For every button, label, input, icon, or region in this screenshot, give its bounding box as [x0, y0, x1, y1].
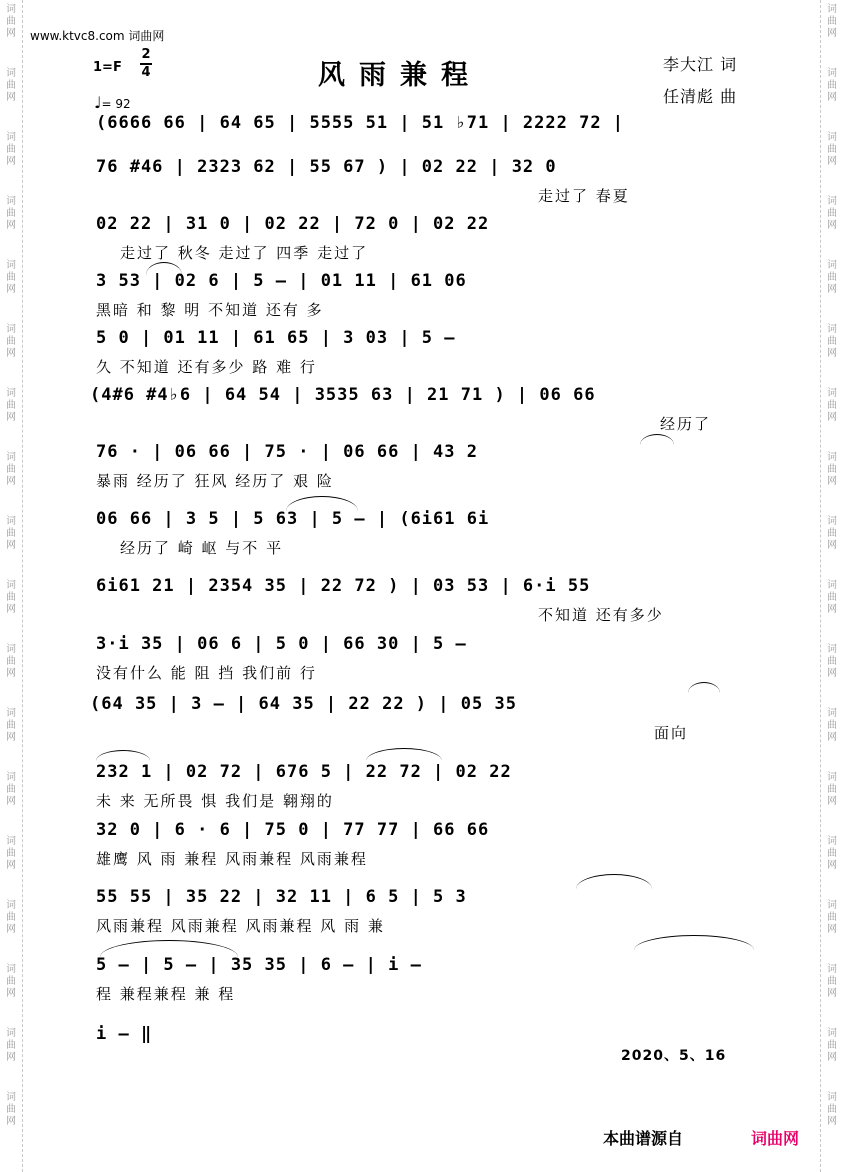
notation-line: i – ‖	[96, 1024, 153, 1044]
watermark-text: 词 曲 网	[6, 516, 16, 551]
notation-line: 3 53 | 02 6 | 5 – | 01 11 | 61 06	[96, 271, 467, 291]
watermark-text: 词 曲 网	[6, 452, 16, 487]
watermark-text: 词 曲 网	[6, 708, 16, 743]
lyric-line: 暴雨 经历了 狂风 经历了 艰 险	[96, 472, 334, 490]
watermark-text: 词 曲 网	[827, 772, 837, 807]
time-signature-top: 2	[141, 47, 151, 62]
watermark-text: 词 曲 网	[827, 132, 837, 167]
tempo-value: = 92	[101, 97, 131, 111]
watermark-text: 词 曲 网	[6, 4, 16, 39]
watermark-text: 词 曲 网	[6, 388, 16, 423]
watermark-text: 词 曲 网	[827, 68, 837, 103]
source-brand-link[interactable]: 词曲网	[751, 1129, 800, 1148]
time-signature-bottom: 4	[141, 65, 151, 80]
watermark-text: 词 曲 网	[6, 644, 16, 679]
watermark-text: 词 曲 网	[6, 1092, 16, 1127]
watermark-text: 词 曲 网	[827, 644, 837, 679]
notation-line: 06 66 | 3 5 | 5 63 | 5 – | (6i61 6i	[96, 509, 490, 529]
notation-line: 76 · | 06 66 | 75 · | 06 66 | 43 2	[96, 442, 478, 462]
watermark-text: 词 曲 网	[6, 772, 16, 807]
watermark-text: 词 曲 网	[827, 580, 837, 615]
watermark-text: 词 曲 网	[827, 324, 837, 359]
watermark-text: 词 曲 网	[6, 196, 16, 231]
watermark-text: 词 曲 网	[6, 260, 16, 295]
notation-line: 5 – | 5 – | 35 35 | 6 – | i –	[96, 955, 422, 975]
score-row	[0, 385, 843, 445]
watermark-text: 词 曲 网	[6, 324, 16, 359]
score-row	[0, 694, 843, 754]
score-row	[0, 509, 843, 569]
watermark-text: 词 曲 网	[827, 1028, 837, 1063]
score-row	[0, 271, 843, 331]
notation-line: 55 55 | 35 22 | 32 11 | 6 5 | 5 3	[96, 887, 467, 907]
watermark-text: 词 曲 网	[6, 68, 16, 103]
watermark-text: 词 曲 网	[827, 964, 837, 999]
score-row	[0, 955, 843, 1015]
time-signature	[140, 48, 152, 80]
lyricist-credit: 李大江 词	[663, 55, 738, 74]
lyric-line: 经历了 崎 岖 与不 平	[120, 539, 284, 557]
lyric-line: 走过了 秋冬 走过了 四季 走过了	[120, 244, 369, 262]
score-row	[0, 576, 843, 636]
lyric-line: 风雨兼程 风雨兼程 风雨兼程 风 雨 兼	[96, 917, 385, 935]
score-row	[0, 442, 843, 502]
tempo-marking	[94, 93, 131, 112]
score-row	[0, 634, 843, 694]
lyric-line: 经历了	[660, 415, 712, 433]
watermark-text: 词 曲 网	[6, 900, 16, 935]
notation-line: 32 0 | 6 · 6 | 75 0 | 77 77 | 66 66	[96, 820, 490, 840]
notation-line: (64 35 | 3 – | 64 35 | 22 22 ) | 05 35	[90, 694, 517, 714]
score-row	[0, 762, 843, 822]
song-title: 风雨兼程	[318, 60, 482, 91]
watermark-text: 词 曲 网	[827, 4, 837, 39]
notation-line: 3·i 35 | 06 6 | 5 0 | 66 30 | 5 –	[96, 634, 467, 654]
watermark-text: 词 曲 网	[6, 580, 16, 615]
notation-line: 5 0 | 01 11 | 61 65 | 3 03 | 5 –	[96, 328, 456, 348]
quarter-note-icon: ♩	[94, 93, 102, 112]
watermark-text: 词 曲 网	[6, 1028, 16, 1063]
watermark-text: 词 曲 网	[827, 708, 837, 743]
watermark-text: 词 曲 网	[827, 388, 837, 423]
lyric-line: 雄鹰 风 雨 兼程 风雨兼程 风雨兼程	[96, 850, 368, 868]
lyric-line: 程 兼程兼程 兼 程	[96, 985, 236, 1003]
site-url[interactable]: www.ktvc8.com 词曲网	[30, 29, 165, 43]
watermark-text: 词 曲 网	[827, 452, 837, 487]
notation-line: 76 #46 | 2323 62 | 55 67 ) | 02 22 | 32 0	[96, 157, 557, 177]
watermark-text: 词 曲 网	[6, 964, 16, 999]
notation-line: 6i61 21 | 2354 35 | 22 72 ) | 03 53 | 6·i 55	[96, 576, 591, 596]
watermark-text: 词 曲 网	[827, 900, 837, 935]
notation-line: 232 1 | 02 72 | 676 5 | 22 72 | 02 22	[96, 762, 512, 782]
watermark-text: 词 曲 网	[827, 836, 837, 871]
watermark-text: 词 曲 网	[827, 1092, 837, 1127]
watermark-text: 词 曲 网	[6, 132, 16, 167]
watermark-text: 词 曲 网	[827, 260, 837, 295]
score-row	[0, 157, 843, 217]
score-row	[0, 820, 843, 880]
notation-line: (6666 66 | 64 65 | 5555 51 | 51 ♭71 | 2222 72 |	[96, 113, 625, 133]
score-row	[0, 214, 843, 274]
lyric-line: 黑暗 和 黎 明 不知道 还有 多	[96, 301, 324, 319]
key-signature: 1=F	[93, 60, 122, 75]
lyric-line: 面向	[654, 724, 689, 742]
watermark-text: 词 曲 网	[827, 196, 837, 231]
lyric-line: 未 来 无所畏 惧 我们是 翱翔的	[96, 792, 334, 810]
source-label: 本曲谱源自	[603, 1129, 684, 1148]
watermark-text: 词 曲 网	[6, 836, 16, 871]
lyric-line: 走过了 春夏	[538, 187, 630, 205]
date: 2020、5、16	[621, 1048, 727, 1064]
notation-line: (4#6 #4♭6 | 64 54 | 3535 63 | 21 71 ) | 06 66	[90, 385, 596, 405]
score-row	[0, 328, 843, 388]
notation-line: 02 22 | 31 0 | 02 22 | 72 0 | 02 22	[96, 214, 490, 234]
watermark-text: 词 曲 网	[827, 516, 837, 551]
lyric-line: 不知道 还有多少	[538, 606, 664, 624]
composer-credit: 任清彪 曲	[663, 87, 738, 106]
lyric-line: 没有什么 能 阻 挡 我们前 行	[96, 664, 317, 682]
lyric-line: 久 不知道 还有多少 路 难 行	[96, 358, 317, 376]
